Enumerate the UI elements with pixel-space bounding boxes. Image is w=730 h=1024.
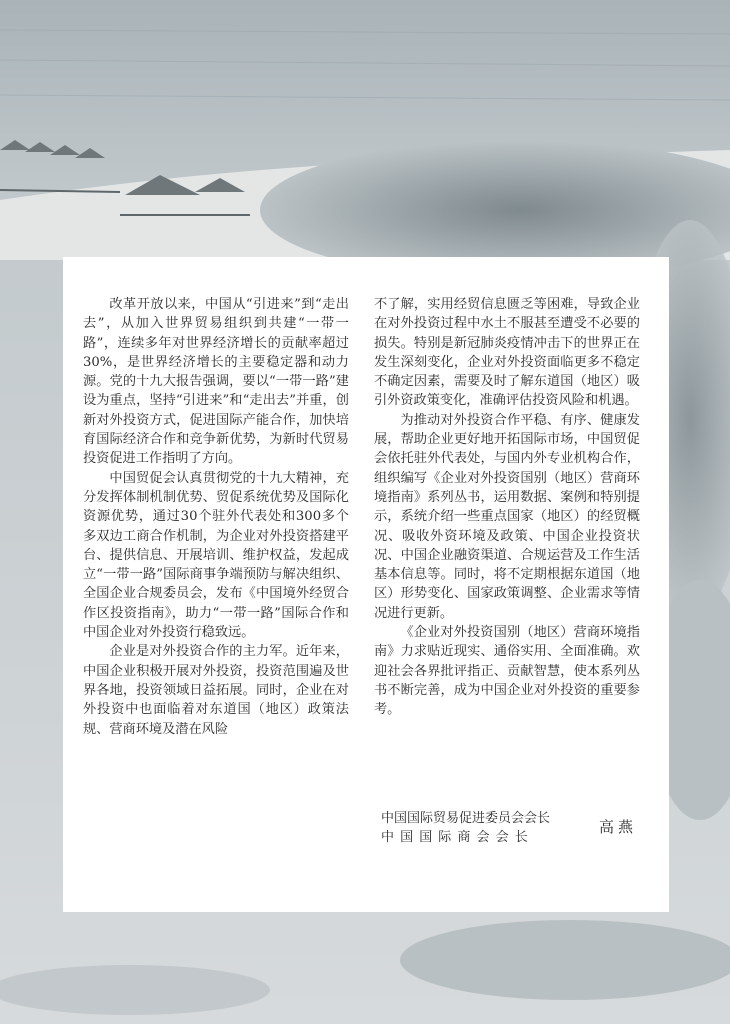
preface-panel: [63, 257, 669, 912]
preface-paragraph: 改革开放以来，中国从“引进来”到“走出去”，从加入世界贸易组织到共建“一带一路”，连续多年对世界经济增长的贡献率超过30%，是世界经济增长的主要稳定器和动力源。党的十九大报告强调，要以“一带一路”建设为重点，坚持“引进来”和“走出去”并重，创新对外投资方式，促进国际产能合作，加快培育国际经济合作和竞争新优势，为新时代贸易投资促进工作指明了方向。: [83, 297, 349, 467]
signature-title-ccoic: 中国国际商会会长: [381, 830, 534, 845]
preface-paragraph: 中国贸促会认真贯彻党的十九大精神，充分发挥体制机制优势、贸促系统优势及国际化资源优势，通过30个驻外代表处和300多个多双边工商合作机制，为企业对外投资搭建平台、提供信息、开展培训、维护权益，发起成立“一带一路”国际商事争端预防与解决组织、全国企业合规委员会，发布《中国境外经贸合作区投资指南》，助力“一带一路”国际合作和中国企业对外投资行稳致远。: [83, 470, 349, 641]
preface-left-column: [83, 295, 349, 739]
preface-paragraph: 企业是对外投资合作的主力军。近年来，中国企业积极开展对外投资，投资范围遍及世界各地，投资领域日益拓展。同时，企业在对外投资中也面临着对东道国（地区）政策法规、营商环境及潜在风险: [83, 644, 349, 737]
signature-title-ccpit: 中国国际贸易促进委员会会长: [381, 811, 551, 826]
signature-block: [381, 809, 651, 847]
signature-name: 高燕: [599, 818, 638, 836]
preface-right-column: [374, 295, 640, 720]
preface-paragraph: 为推动对外投资合作平稳、有序、健康发展，帮助企业更好地开拓国际市场，中国贸促会依托驻外代表处，与国内外专业机构合作，组织编写《企业对外投资国别（地区）营商环境指南》系列丛书，运用数据、案例和特别提示，系统介绍一些重点国家（地区）的经贸概况、吸收外资环境及政策、中国企业投资状况、中国企业融资渠道、合规运营及工作生活基本信息等。同时，将不定期根据东道国（地区）形势变化、国家政策调整、企业需求等情况进行更新。: [374, 412, 640, 621]
preface-paragraph-continued: 不了解，实用经贸信息匮乏等困难，导致企业在对外投资过程中水土不服甚至遭受不必要的损失。特别是新冠肺炎疫情冲击下的世界正在发生深刻变化，企业对外投资面临更多不稳定不确定因素，需要及时了解东道国（地区）吸引外资政策变化，准确评估投资风险和机遇。: [374, 297, 640, 409]
preface-paragraph: 《企业对外投资国别（地区）营商环境指南》力求贴近现实、通俗实用、全面准确。欢迎社会各界批评指正、贡献智慧，使本系列丛书不断完善，成为中国企业对外投资的重要参考。: [374, 625, 640, 718]
